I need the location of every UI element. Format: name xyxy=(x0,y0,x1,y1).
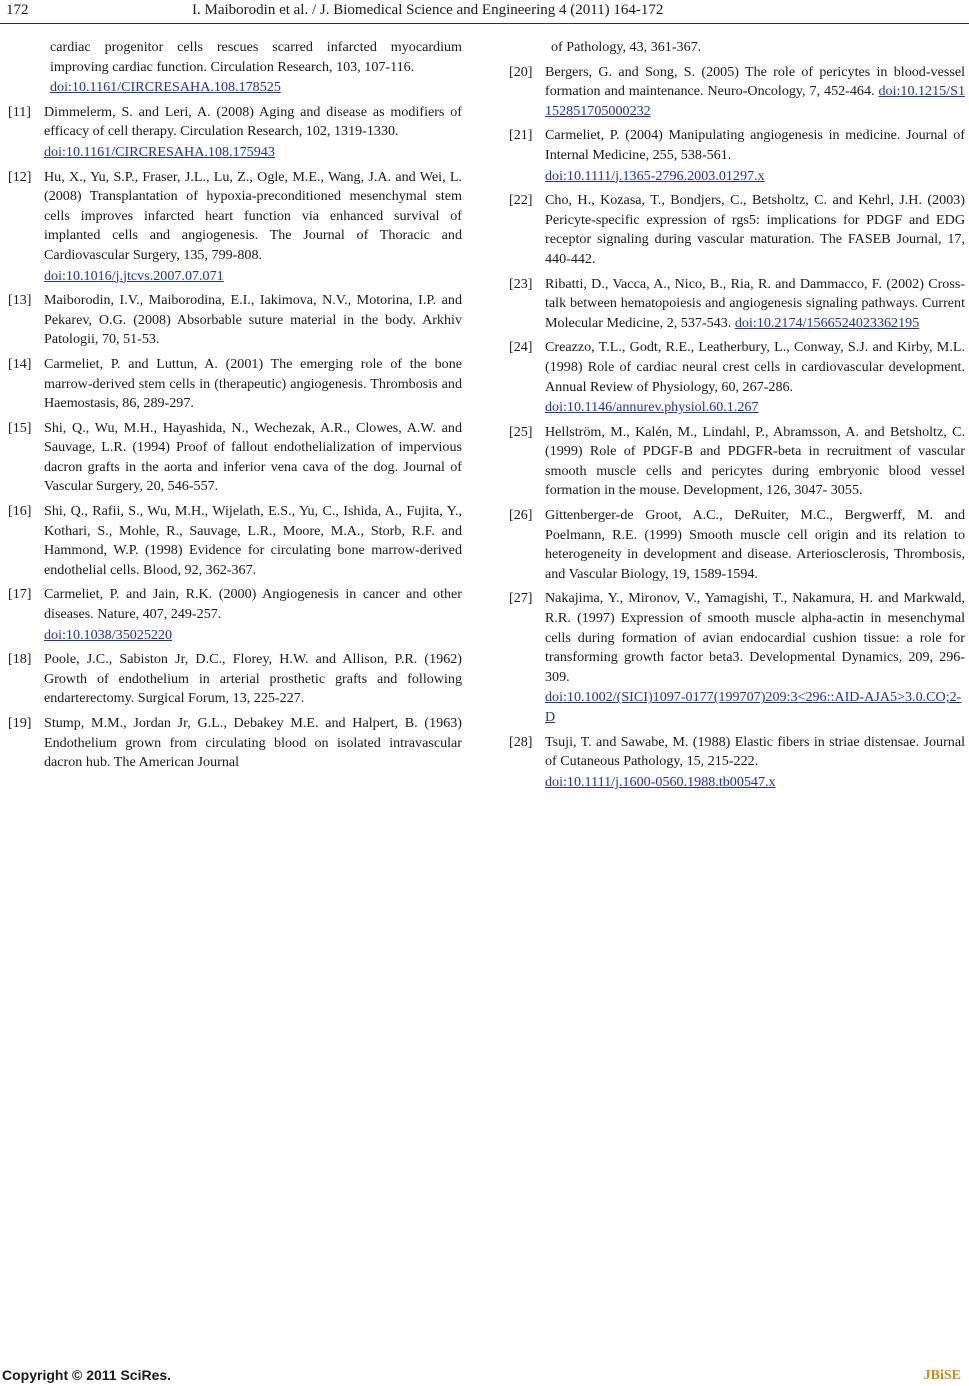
reference-text: Poole, J.C., Sabiston Jr, D.C., Florey, H.W. and Allison, P.R. (1962) Growth of endothelium in arterial prosthetic grafts and following endarterectomy. Surgical Forum, 13, 225-227. xyxy=(44,651,462,707)
reference-text: Carmeliet, P. (2004) Manipulating angiogenesis in medicine. Journal of Internal Medicine, 255, 538-561. xyxy=(545,127,965,163)
reference-body xyxy=(44,714,462,773)
reference-body xyxy=(44,168,462,287)
reference-body xyxy=(44,355,462,414)
reference-text: Cho, H., Kozasa, T., Bondjers, C., Betsholtz, C. and Kehrl, J.H. (2003) Pericyte-specific expression of rgs5: implications for PDGF and EDG receptor signaling during vascular maturation. The FASEB Journal, 17, 440-442. xyxy=(545,192,965,267)
reference-number: [11] xyxy=(8,103,31,120)
reference-text: of Pathology, 43, 361-367. xyxy=(551,39,702,55)
reference-continuation-right xyxy=(509,38,965,58)
reference-item xyxy=(509,589,965,727)
reference-body xyxy=(545,338,965,417)
doi-link[interactable]: doi:10.1016/j.jtcvs.2007.07.071 xyxy=(44,267,224,284)
reference-number: [16] xyxy=(8,503,32,520)
doi-link[interactable]: doi:10.1161/CIRCRESAHA.108.178525 xyxy=(50,79,281,96)
reference-number: [19] xyxy=(8,715,32,731)
reference-text: Nakajima, Y., Mironov, V., Yamagishi, T., Nakamura, H. and Markwald, R.R. (1997) Expression of smooth muscle alpha-actin in mesenchymal cells during formation of avian endocardial cushion tissue: a role for transforming growth factor beta3. Developmental Dynamics, 209, 296-309. xyxy=(545,590,965,685)
reference-number: [13] xyxy=(8,292,32,309)
reference-number: [12] xyxy=(8,168,32,185)
reference-number: [27] xyxy=(509,590,533,607)
doi-link[interactable]: doi:10.1146/annurev.physiol.60.1.267 xyxy=(545,399,759,416)
reference-body xyxy=(44,585,462,645)
reference-item xyxy=(509,275,965,334)
reference-body xyxy=(44,650,462,709)
reference-item xyxy=(8,585,462,645)
reference-text: Tsuji, T. and Sawabe, M. (1988) Elastic fibers in striae distensae. Journal of Cutaneous Pathology, 15, 215-222. xyxy=(545,733,965,770)
doi-link[interactable]: doi:10.1111/j.1365-2796.2003.01297.x xyxy=(545,167,765,184)
running-head: I. Maiborodin et al. / J. Biomedical Science and Engineering 4 (2011) 164-172 xyxy=(192,2,664,18)
left-column xyxy=(8,38,462,778)
reference-body xyxy=(44,291,462,350)
doi-link[interactable]: doi:10.1215/S1152851705000232 xyxy=(545,83,965,119)
reference-body xyxy=(44,419,462,497)
reference-number: [18] xyxy=(8,651,32,668)
reference-text: Gittenberger-de Groot, A.C., DeRuiter, M.C., Bergwerff, M. and Poelmann, R.E. (1999) Smooth muscle cell origin and its relation to heterogeneity in development and disease. Arteriosclerosis, Thrombosis, and Vascular Biology, 19, 1589-1594. xyxy=(545,507,965,582)
reference-text: Ribatti, D., Vacca, A., Nico, B., Ria, R. and Dammacco, F. (2002) Cross-talk between hematopoiesis and angiogenesis signaling pathways. Current Molecular Medicine, 2, 537-543. xyxy=(545,275,965,331)
reference-number: [14] xyxy=(8,355,32,372)
reference-number: [15] xyxy=(8,419,32,436)
reference-body xyxy=(545,126,965,186)
reference-text: Hellström, M., Kalén, M., Lindahl, P., Abramsson, A. and Betsholtz, C. (1999) Role of PDGF-B and PDGFR-beta in recruitment of vascular smooth muscle cells and pericytes during embryonic blood vessel formation in the mouse. Development, 126, 3047- 3055. xyxy=(545,423,965,499)
reference-number: [28] xyxy=(509,733,533,750)
reference-item xyxy=(509,63,965,122)
reference-text: Carmeliet, P. and Jain, R.K. (2000) Angiogenesis in cancer and other diseases. Nature, 407, 249-257. xyxy=(44,586,462,623)
reference-body xyxy=(44,502,462,580)
reference-text: Dimmelerm, S. and Leri, A. (2008) Aging and disease as modifiers of efficacy of cell therapy. Circulation Research, 102, 1319-1330. xyxy=(44,103,462,140)
journal-abbreviation: JBiSE xyxy=(923,1368,961,1383)
reference-body xyxy=(545,589,965,727)
reference-number: [25] xyxy=(509,423,533,440)
reference-item xyxy=(8,103,462,163)
reference-body xyxy=(545,275,965,334)
reference-text: cardiac progenitor cells rescues scarred infarcted myocardium improving cardiac function. Circulation Research, 103, 107-116. xyxy=(50,39,462,75)
reference-text: Shi, Q., Wu, M.H., Hayashida, N., Wechezak, A.R., Clowes, A.W. and Sauvage, L.R. (1994) Proof of fallout endothelialization of impervious dacron grafts in the aorta and inferior vena cava of the dog. Journal of Vascular Surgery, 20, 546-557. xyxy=(44,419,462,495)
reference-text: Hu, X., Yu, S.P., Fraser, J.L., Lu, Z., Ogle, M.E., Wang, J.A. and Wei, L. (2008) Transplantation of hypoxia-preconditioned mesenchymal stem cells improves infarcted heart function via enhanced survival of implanted cells and angiogenesis. The Journal of Thoracic and Cardiovascular Surgery, 135, 799-808. xyxy=(44,168,462,263)
right-reference-list xyxy=(509,63,965,793)
left-reference-list xyxy=(8,103,462,773)
reference-text: Creazzo, T.L., Godt, R.E., Leatherbury, L., Conway, S.J. and Kirby, M.L. (1998) Role of cardiac neural crest cells in cardiovascular development. Annual Review of Physiology, 60, 267-286. xyxy=(545,339,965,395)
copyright-notice: Copyright © 2011 SciRes. xyxy=(2,1367,172,1383)
reference-body xyxy=(545,423,965,501)
reference-item xyxy=(509,191,965,269)
doi-link[interactable]: doi:10.1038/35025220 xyxy=(44,626,173,643)
reference-item xyxy=(8,502,462,580)
reference-number: [20] xyxy=(509,63,533,80)
reference-item xyxy=(8,419,462,497)
doi-link[interactable]: doi:10.2174/1566524023362195 xyxy=(734,314,920,331)
header-rule xyxy=(0,23,969,24)
reference-number: [23] xyxy=(509,275,533,292)
reference-body xyxy=(44,103,462,163)
reference-item xyxy=(509,126,965,186)
reference-item xyxy=(8,714,462,773)
reference-continuation-left xyxy=(8,38,462,98)
reference-number: [22] xyxy=(509,192,533,209)
reference-item xyxy=(509,423,965,501)
doi-link[interactable]: doi:10.1002/(SICI)1097-0177(199707)209:3<296::AID-AJA5>3.0.CO;2-D xyxy=(545,689,962,725)
reference-body xyxy=(545,63,965,122)
reference-item xyxy=(509,338,965,417)
doi-link[interactable]: doi:10.1111/j.1600-0560.1988.tb00547.x xyxy=(545,773,776,790)
reference-text: Bergers, G. and Song, S. (2005) The role of pericytes in blood-vessel formation and maintenance. Neuro-Oncology, 7, 452-464. xyxy=(545,63,965,100)
reference-body xyxy=(545,506,965,584)
reference-number: [17] xyxy=(8,586,32,603)
reference-text: Maiborodin, I.V., Maiborodina, E.I., Iakimova, N.V., Motorina, I.P. and Pekarev, O.G. (2008) Absorbable suture material in the body. Arkhiv Patologii, 70, 51-53. xyxy=(44,292,462,348)
reference-item xyxy=(8,355,462,414)
doi-link[interactable]: doi:10.1161/CIRCRESAHA.108.175943 xyxy=(44,143,275,160)
reference-item xyxy=(509,733,965,793)
right-column xyxy=(509,38,965,797)
reference-item xyxy=(8,650,462,709)
reference-item xyxy=(8,291,462,350)
reference-text: Stump, M.M., Jordan Jr, G.L., Debakey M.E. and Halpert, B. (1963) Endothelium grown from circulating blood on isolated intravascular dacron hub. The American Journal xyxy=(44,715,462,771)
reference-text: Shi, Q., Rafii, S., Wu, M.H., Wijelath, E.S., Yu, C., Ishida, A., Fujita, Y., Kothari, S., Mohle, R., Sauvage, L.R., Moore, M.A., Storb, R.F. and Hammond, W.P. (1998) Evidence for circulating bone marrow-derived endothelial cells. Blood, 92, 362-367. xyxy=(44,503,462,578)
reference-number: [21] xyxy=(509,127,533,144)
reference-item xyxy=(8,168,462,287)
reference-item xyxy=(509,506,965,584)
reference-number: [26] xyxy=(509,507,533,524)
page-number: 172 xyxy=(6,2,29,18)
reference-body xyxy=(545,191,965,269)
reference-text: Carmeliet, P. and Luttun, A. (2001) The emerging role of the bone marrow-derived stem cells in (therapeutic) angiogenesis. Thrombosis and Haemostasis, 86, 289-297. xyxy=(44,355,462,412)
reference-body xyxy=(545,733,965,793)
reference-number: [24] xyxy=(509,339,533,356)
